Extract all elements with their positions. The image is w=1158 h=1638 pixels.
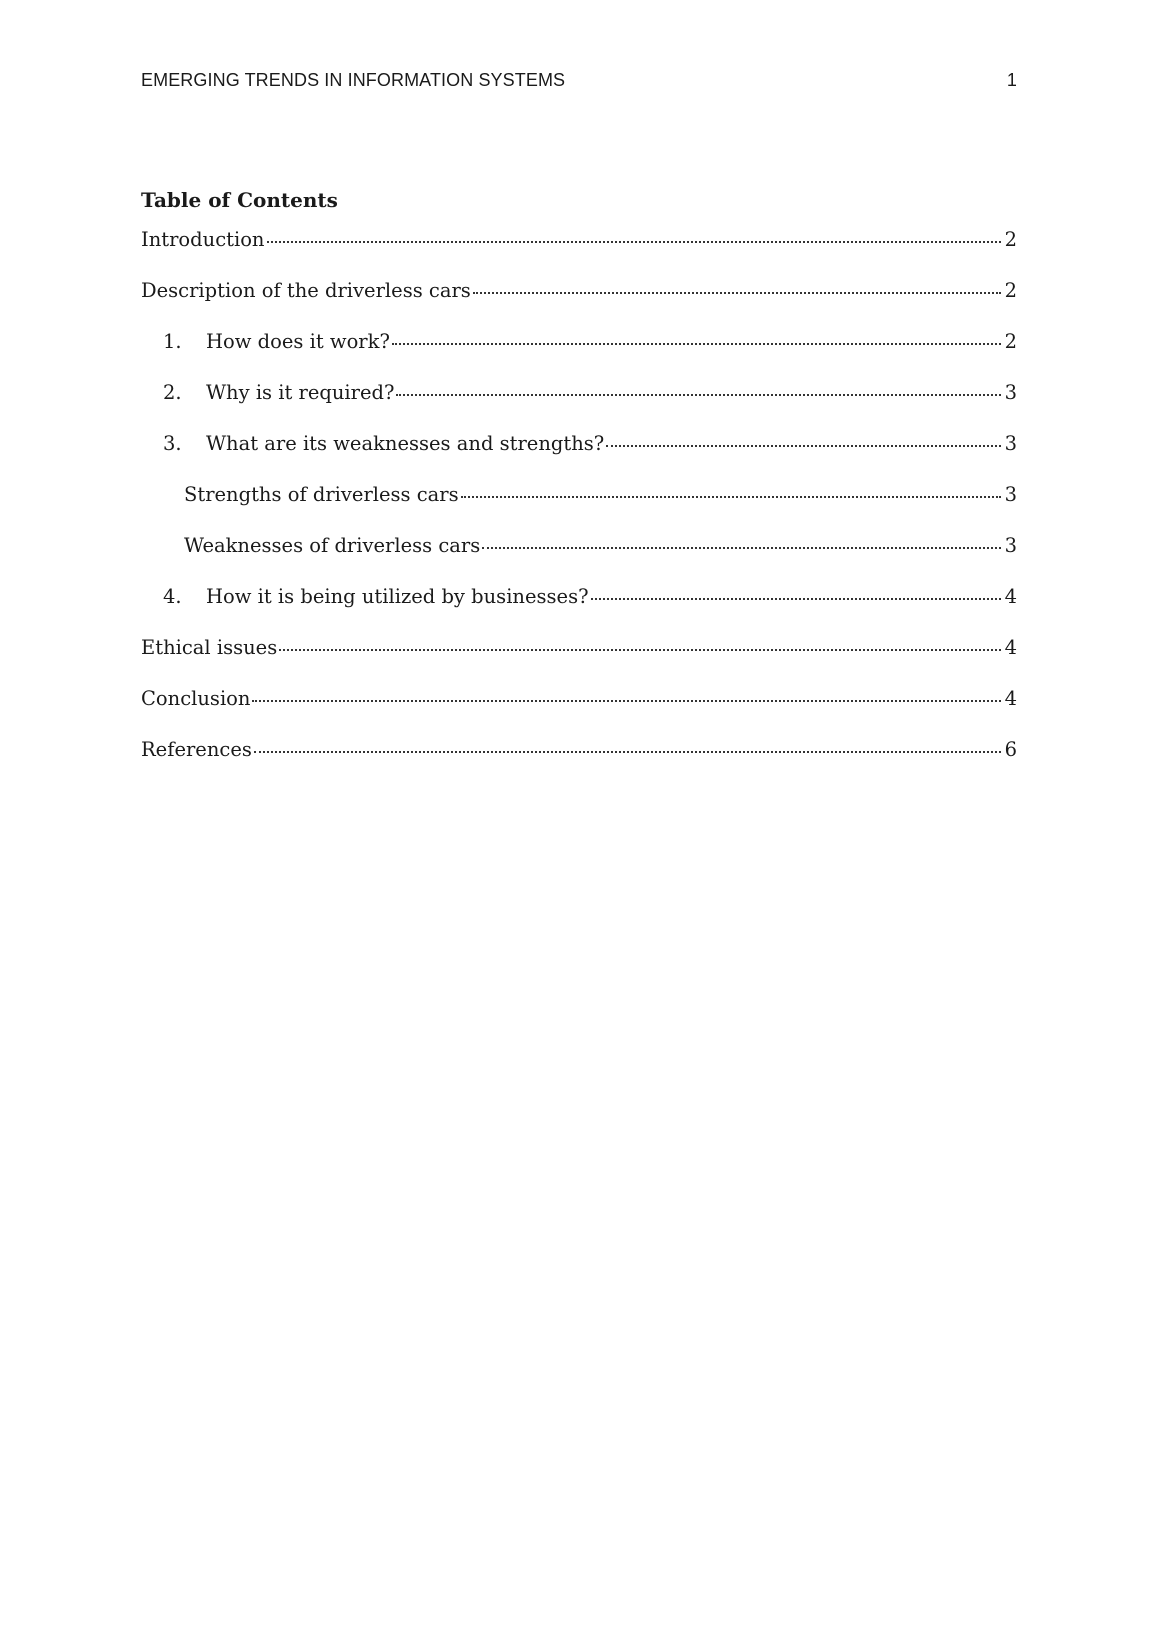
header-page-number: 1: [1006, 70, 1017, 90]
toc-entry-number: 4.: [163, 585, 182, 608]
toc-entry-page: 2: [1004, 330, 1017, 353]
toc-entry-text: How does it work?: [206, 330, 390, 353]
toc-dot-leader: [254, 751, 1001, 753]
toc-entry-page: 4: [1004, 585, 1017, 608]
toc-dot-leader: [591, 598, 1001, 600]
toc-entry-page: 3: [1004, 381, 1017, 404]
toc-entry-page: 4: [1004, 636, 1017, 659]
toc-entry-conclusion[interactable]: [141, 687, 1017, 738]
toc-entry-page: 3: [1004, 483, 1017, 506]
toc-dot-leader: [396, 394, 1000, 396]
toc-entry-number: 1.: [163, 330, 182, 353]
toc-dot-leader: [606, 445, 1000, 447]
toc-entry-text: What are its weaknesses and strengths?: [206, 432, 605, 455]
toc-entry-text: Why is it required?: [206, 381, 395, 404]
toc-entry-text: Introduction: [141, 228, 265, 251]
toc-entry-text: Ethical issues: [141, 636, 278, 659]
toc-entry-text: Conclusion: [141, 687, 251, 710]
toc-entry-text: Description of the driverless cars: [141, 279, 471, 302]
toc-entry-description[interactable]: [141, 279, 1017, 330]
toc-entry-weaknesses-strengths[interactable]: [141, 432, 1017, 483]
toc-entry-page: 4: [1004, 687, 1017, 710]
toc-dot-leader: [482, 547, 1000, 549]
toc-entry-how-does-it-work[interactable]: [141, 330, 1017, 381]
toc-entry-text: Weaknesses of driverless cars: [184, 534, 481, 557]
toc-entry-text: How it is being utilized by businesses?: [206, 585, 589, 608]
toc-entry-business-use[interactable]: [141, 585, 1017, 636]
toc-entry-ethical-issues[interactable]: [141, 636, 1017, 687]
toc-entry-number: 2.: [163, 381, 182, 404]
toc-entry-introduction[interactable]: [141, 228, 1017, 279]
toc-entry-page: 6: [1004, 738, 1017, 761]
header-title: EMERGING TRENDS IN INFORMATION SYSTEMS: [141, 70, 566, 90]
toc-entry-page: 2: [1004, 228, 1017, 251]
toc-dot-leader: [279, 649, 1000, 651]
toc-dot-leader: [461, 496, 1001, 498]
toc-entry-page: 2: [1004, 279, 1017, 302]
toc-entry-strengths[interactable]: [141, 483, 1017, 534]
toc-dot-leader: [267, 241, 1001, 243]
toc-entry-weaknesses[interactable]: [141, 534, 1017, 585]
toc-title: Table of Contents: [141, 188, 338, 212]
toc-entry-page: 3: [1004, 432, 1017, 455]
toc-dot-leader: [252, 700, 1000, 702]
toc-dot-leader: [392, 343, 1001, 345]
toc-list: [141, 228, 1017, 789]
table-of-contents: [141, 184, 1017, 789]
toc-entry-page: 3: [1004, 534, 1017, 557]
toc-entry-text: Strengths of driverless cars: [184, 483, 459, 506]
running-header: [141, 70, 1017, 94]
toc-entry-references[interactable]: [141, 738, 1017, 789]
toc-dot-leader: [473, 292, 1001, 294]
toc-entry-text: References: [141, 738, 252, 761]
toc-entry-number: 3.: [163, 432, 182, 455]
toc-entry-why-required[interactable]: [141, 381, 1017, 432]
